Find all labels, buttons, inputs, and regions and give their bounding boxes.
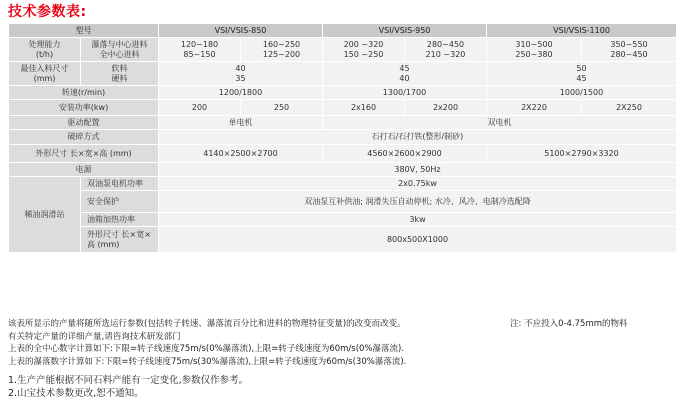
dims-950: 4560×2600×2900 [323,145,487,163]
feed-label: 最佳入料尺寸 (mm) [9,62,81,86]
speed-950: 1300/1700 [323,86,487,100]
dims-1100: 5100×2790×3320 [487,145,677,163]
capacity-950-a: 200 ~320 150 ~250 [323,38,405,62]
power-row [9,100,677,116]
lube-heat-label: 油箱加热功率 [81,213,159,227]
crush-label: 破碎方式 [9,130,159,145]
power-950-a: 2x160 [323,100,405,116]
capacity-row [9,38,677,62]
speed-1100: 1000/1500 [487,86,677,100]
lube-pump-row [9,177,677,191]
power-label: 安装功率(kw) [9,100,159,116]
dims-850: 4140×2500×2700 [159,145,323,163]
spec-table [8,23,677,253]
crush-value: 石打石/石打铁(整形/制砂) [159,130,677,145]
power-950-b: 2x200 [405,100,487,116]
lube-dims-value: 800x500X1000 [159,227,677,253]
note-line-2: 有关特定产量的详细产量,请咨询技术研发部门 [8,331,181,342]
feed-1100: 50 45 [487,62,677,86]
supply-row [9,163,677,177]
note-line-5: 1.生产产能根据不同石料产能有一定变化,参数仅作参考。 [8,375,249,387]
lube-heat-row [9,213,677,227]
page-title: 技术参数表: [8,4,87,20]
capacity-850-a: 120~180 85~150 [159,38,241,62]
feed-row [9,62,677,86]
crush-row [9,130,677,145]
feed-sub-labels: 软料 硬料 [81,62,159,86]
supply-value: 380V, 50Hz [159,163,677,177]
supply-label: 电源 [9,163,159,177]
model-1100: VSI/VSIS-1100 [487,24,677,38]
speed-row [9,86,677,100]
power-850-a: 200 [159,100,241,116]
model-950: VSI/VSIS-950 [323,24,487,38]
lube-pump-label: 双油泵电机功率 [81,177,159,191]
capacity-950-b: 280~450 210 ~320 [405,38,487,62]
lube-label: 稀油润滑站 [9,177,81,253]
drive-double: 双电机 [323,116,677,130]
feed-850: 40 35 [159,62,323,86]
capacity-1100-b: 350~550 280~450 [582,38,677,62]
drive-single: 单电机 [159,116,323,130]
power-1100-a: 2X220 [487,100,582,116]
lube-dims-label: 外形尺寸 长×宽×高 (mm) [81,227,159,253]
header-row [9,24,677,38]
model-label: 型号 [9,24,159,38]
capacity-1100-a: 310~500 250~380 [487,38,582,62]
dims-label: 外形尺寸 长×宽×高 (mm) [9,145,159,163]
dims-row [9,145,677,163]
model-850: VSI/VSIS-850 [159,24,323,38]
note-line-1: 该表所显示的产量将随所选运行参数(包括转子转速、瀑落流百分比和进料的物理特征变量)的改变而改变。 [8,319,406,329]
lube-heat-value: 3kw [159,213,677,227]
lube-dims-row [9,227,677,253]
lube-safety-label: 安全保护 [81,191,159,213]
capacity-sub-labels: 瀑落与中心进料 全中心进料 [81,38,159,62]
note-line-6: 2.山宝技术参数更改,恕不通知。 [8,388,144,400]
lube-safety-row [9,191,677,213]
drive-label: 驱动配置 [9,116,159,130]
note-line-3: 上表的全中心数字计算如下:下限=转子线速度75m/s(0%瀑落流),上限=转子线速度为60m/s(0%瀑落流). [8,344,405,355]
power-1100-b: 2X250 [582,100,677,116]
drive-row [9,116,677,130]
speed-label: 转速(r/min) [9,86,159,100]
speed-850: 1200/1800 [159,86,323,100]
lube-pump-value: 2x0.75kw [159,177,677,191]
power-850-b: 250 [241,100,323,116]
capacity-850-b: 160~250 125~200 [241,38,323,62]
feed-950: 45 40 [323,62,487,86]
lube-safety-value: 双油泵互补供油; 润滑失压自动停机; 水冷、风冷、电制冷选配降 [159,191,677,213]
side-note: 注: 不应投入0-4.75mm的物料 [510,319,628,329]
capacity-label: 处理能力 (t/h) [9,38,81,62]
note-line-4: 上表的瀑落数字计算如下:下限=转子线速度75m/s(30%瀑落流),上限=转子线速度为60m/s(30%瀑落流). [8,356,407,367]
